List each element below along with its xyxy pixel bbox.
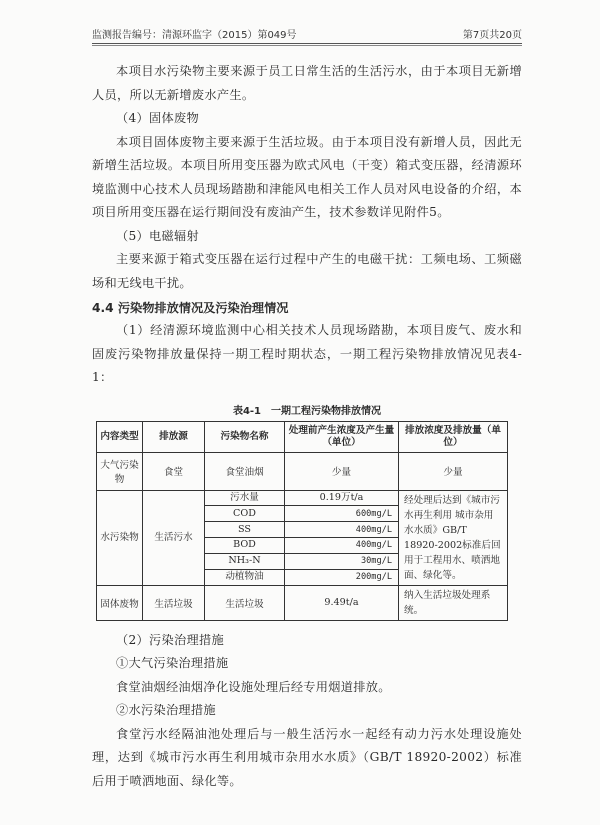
heading-water-treatment: ②水污染治理措施 bbox=[116, 703, 216, 717]
cell-type: 固体废物 bbox=[97, 585, 143, 620]
cell-pollutant: COD bbox=[205, 506, 285, 522]
table-row-solid bbox=[97, 585, 508, 620]
header-divider bbox=[92, 45, 522, 46]
cell-type: 水污染物 bbox=[97, 490, 143, 585]
table-row-water bbox=[97, 490, 508, 506]
section-title: 4.4 污染物排放情况及污染治理情况 bbox=[92, 301, 289, 315]
paragraph-water-treatment: 食堂污水经隔油池处理后与一般生活污水一起经有动力污水处理设施处理，达到《城市污水再生利用城市杂用水水质》（GB/T 18920-2002）标准后用于喷洒地面、绿化等。 bbox=[92, 726, 522, 788]
cell-before: 200mg/L bbox=[285, 569, 399, 585]
document-body bbox=[92, 60, 522, 793]
page-number: 第7页共20页 bbox=[462, 30, 522, 41]
cell-source: 生活污水 bbox=[143, 490, 205, 585]
cell-pollutant: 污水量 bbox=[205, 490, 285, 506]
page-header bbox=[92, 26, 522, 44]
report-number: 监测报告编号：清源环监字（2015）第049号 bbox=[92, 30, 297, 41]
header-before: 处理前产生浓度及产生量（单位） bbox=[285, 421, 399, 452]
table-caption: 表4-1 一期工程污染物排放情况 bbox=[232, 405, 382, 417]
heading-air-treatment: ①大气污染治理措施 bbox=[116, 656, 229, 670]
table-row-air bbox=[97, 452, 508, 490]
cell-before: 9.49t/a bbox=[285, 585, 399, 620]
header-pollutant: 污染物名称 bbox=[205, 421, 285, 452]
heading-electromagnetic: （5）电磁辐射 bbox=[116, 228, 199, 243]
pollutant-table bbox=[96, 421, 508, 621]
cell-before: 0.19万t/a bbox=[285, 490, 399, 506]
paragraph-air-treatment: 食堂油烟经油烟净化设施处理后经专用烟道排放。 bbox=[116, 679, 391, 694]
cell-before: 30mg/L bbox=[285, 553, 399, 569]
header-type: 内容类型 bbox=[97, 421, 143, 452]
table-header-row bbox=[97, 421, 508, 452]
cell-pollutant: NH₃-N bbox=[205, 553, 285, 569]
paragraph-solid-waste: 本项目固体废物主要来源于生活垃圾。由于本项目没有新增人员，因此无新增生活垃圾。本项目所用变压器为欧式风电（干变）箱式变压器，经清源环境监测中心技术人员现场踏勘和津能风电相关工作人员对风电设备的介绍，本项目所用变压器在运行期间没有废油产生，技术参数详见附件5。 bbox=[92, 134, 522, 219]
header-source: 排放源 bbox=[143, 421, 205, 452]
cell-pollutant: 食堂油烟 bbox=[205, 452, 285, 490]
paragraph-electromagnetic: 主要来源于箱式变压器在运行过程中产生的电磁干扰：工频电场、工频磁场和无线电干扰。 bbox=[92, 252, 522, 290]
paragraph-section-intro: （1）经清源环境监测中心相关技术人员现场踏勘，本项目废气、废水和固废污染物排放量保持一期工程时期状态，一期工程污染物排放情况见表4-1： bbox=[92, 323, 522, 384]
cell-source: 食堂 bbox=[143, 452, 205, 490]
cell-before: 少量 bbox=[285, 452, 399, 490]
cell-type: 大气污染物 bbox=[97, 452, 143, 490]
heading-treatment-measures: （2）污染治理措施 bbox=[116, 632, 224, 647]
cell-after: 纳入生活垃圾处理系统。 bbox=[399, 585, 508, 620]
cell-after: 经处理后达到《城市污水再生利用 城市杂用水水质》GB/T 18920-2002标准后回用于工程用水、喷洒地面、绿化等。 bbox=[399, 490, 508, 585]
cell-source: 生活垃圾 bbox=[143, 585, 205, 620]
cell-after: 少量 bbox=[399, 452, 508, 490]
paragraph-water-pollution: 本项目水污染物主要来源于员工日常生活的生活污水，由于本项目无新增人员，所以无新增废水产生。 bbox=[92, 64, 522, 102]
cell-before: 400mg/L bbox=[285, 522, 399, 538]
cell-before: 400mg/L bbox=[285, 537, 399, 553]
header-after: 排放浓度及排放量（单位） bbox=[399, 421, 508, 452]
cell-before: 600mg/L bbox=[285, 506, 399, 522]
cell-pollutant: SS bbox=[205, 522, 285, 538]
heading-solid-waste: （4）固体废物 bbox=[116, 111, 199, 125]
cell-pollutant: BOD bbox=[205, 537, 285, 553]
cell-pollutant: 生活垃圾 bbox=[205, 585, 285, 620]
cell-pollutant: 动植物油 bbox=[205, 569, 285, 585]
